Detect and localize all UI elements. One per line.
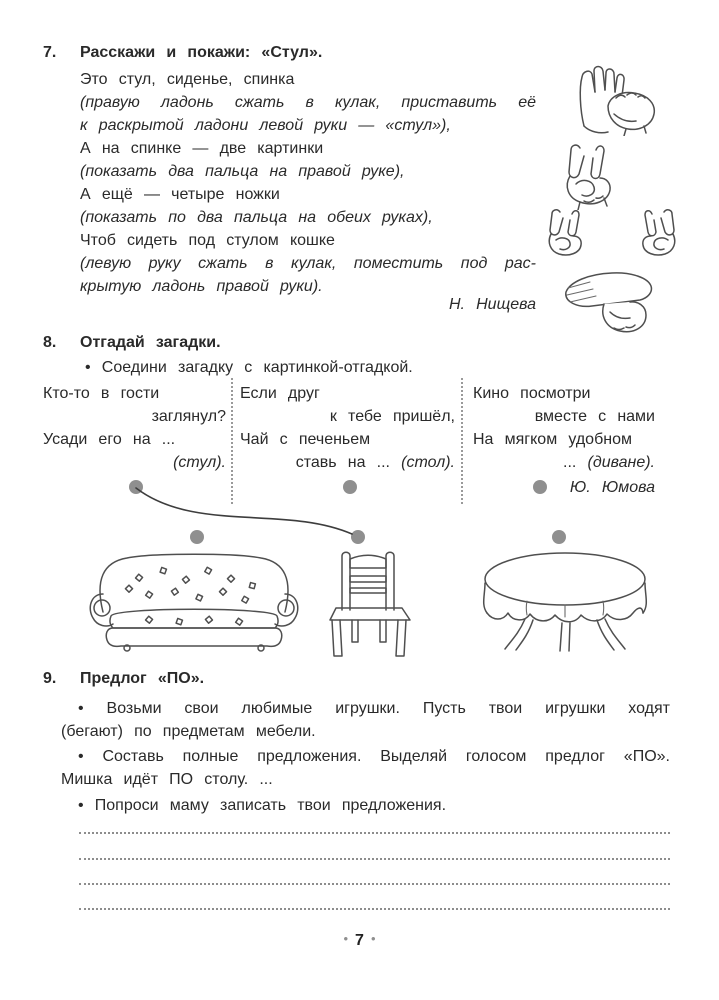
writing-line — [79, 908, 670, 910]
riddle-line-text: ... — [563, 454, 577, 471]
task-line — [61, 745, 670, 768]
page-number: 7 — [355, 932, 364, 949]
column-divider — [461, 378, 463, 504]
section8-instruction — [85, 359, 413, 377]
poem-author: Н. Нищева — [448, 296, 536, 313]
riddle-line: Чай с печеньем — [240, 431, 371, 448]
poem-line: (показать по два пальца на обеих руках), — [80, 209, 433, 226]
riddle-line: к тебе пришёл, — [329, 408, 455, 425]
riddle-answer: (диване). — [587, 454, 655, 471]
bullet-marker: • — [78, 797, 84, 814]
riddle-line — [473, 451, 655, 474]
riddle-author: Ю. Юмова — [569, 479, 655, 496]
riddle-line: Кто-то в гости — [43, 385, 160, 402]
fist-against-open-palm-icon — [556, 62, 668, 136]
riddle-line — [240, 451, 455, 474]
writing-line — [79, 832, 670, 834]
chair-picture[interactable] — [328, 546, 416, 658]
poem-line: Чтоб сидеть под стулом кошке — [80, 232, 335, 249]
instruction-text: Соедини загадку с картинкой-отгадкой. — [101, 359, 413, 376]
bullet-marker: • — [78, 700, 84, 717]
riddle-answer: (стул). — [173, 454, 226, 471]
bullet-marker: • — [78, 748, 84, 765]
poem-line: А ещё — четыре ножки — [80, 186, 280, 203]
riddle-line-text: ставь на ... — [295, 454, 390, 471]
section7-title: Расскажи и покажи: «Стул». — [80, 44, 323, 61]
page-footer — [0, 931, 719, 950]
task-line — [61, 697, 670, 720]
riddle-2 — [240, 382, 455, 474]
poem-line: крытую ладонь правой руки). — [80, 278, 323, 295]
section8-title: Отгадай загадки. — [80, 334, 221, 351]
poem-line: к раскрытой ладони левой руки — «стул»), — [80, 117, 451, 134]
poem-line: А на спинке — две картинки — [80, 140, 324, 157]
table-connector-dot[interactable] — [552, 530, 566, 544]
task-line — [61, 794, 670, 817]
task-text: Возьми свои любимые игрушки. Пусть твои игрушки ходят — [106, 700, 670, 717]
riddle-3-connector-dot[interactable] — [533, 480, 547, 494]
task-text: Попроси маму записать твои предложения. — [94, 797, 447, 814]
riddle-line: Усади его на ... — [43, 431, 176, 448]
riddle-1 — [43, 382, 226, 474]
bullet-marker: • — [85, 359, 91, 376]
fist-under-open-palm-icon — [552, 254, 670, 336]
round-table-picture[interactable] — [477, 549, 653, 652]
section8-number: 8. — [43, 334, 57, 351]
riddle-answer: (стол). — [401, 454, 455, 471]
two-fingers-one-hand-icon — [560, 140, 644, 210]
task-line: Мишка идёт ПО столу. ... — [61, 771, 273, 788]
riddle-line: Если друг — [240, 385, 320, 402]
riddle-line: вместе с нами — [534, 408, 655, 425]
footer-dot: • — [343, 931, 349, 946]
poem-line: (левую руку сжать в кулак, поместить под рас- — [80, 255, 536, 272]
riddle-line: Кино посмотри — [473, 385, 591, 402]
riddle-3 — [473, 382, 655, 499]
section9-title: Предлог «ПО». — [80, 670, 205, 687]
task-line: (бегают) по предметам мебели. — [61, 723, 316, 740]
poem-line: (показать два пальца на правой руке), — [80, 163, 405, 180]
poem-line: (правую ладонь сжать в кулак, приставить её — [80, 94, 536, 111]
sofa-picture[interactable] — [85, 550, 303, 652]
section7-poem — [80, 68, 536, 298]
poem-line: Это стул, сиденье, спинка — [80, 71, 295, 88]
section7-number: 7. — [43, 44, 57, 61]
section9-number: 9. — [43, 670, 57, 687]
task-text: Составь полные предложения. Выделяй голосом предлог «ПО». — [102, 748, 670, 765]
writing-line — [79, 858, 670, 860]
footer-dot: • — [370, 931, 376, 946]
riddle-line: На мягком удобном — [473, 431, 632, 448]
writing-line — [79, 883, 670, 885]
connection-line-riddle1-chair — [125, 475, 365, 545]
riddle-line: заглянул? — [151, 408, 226, 425]
